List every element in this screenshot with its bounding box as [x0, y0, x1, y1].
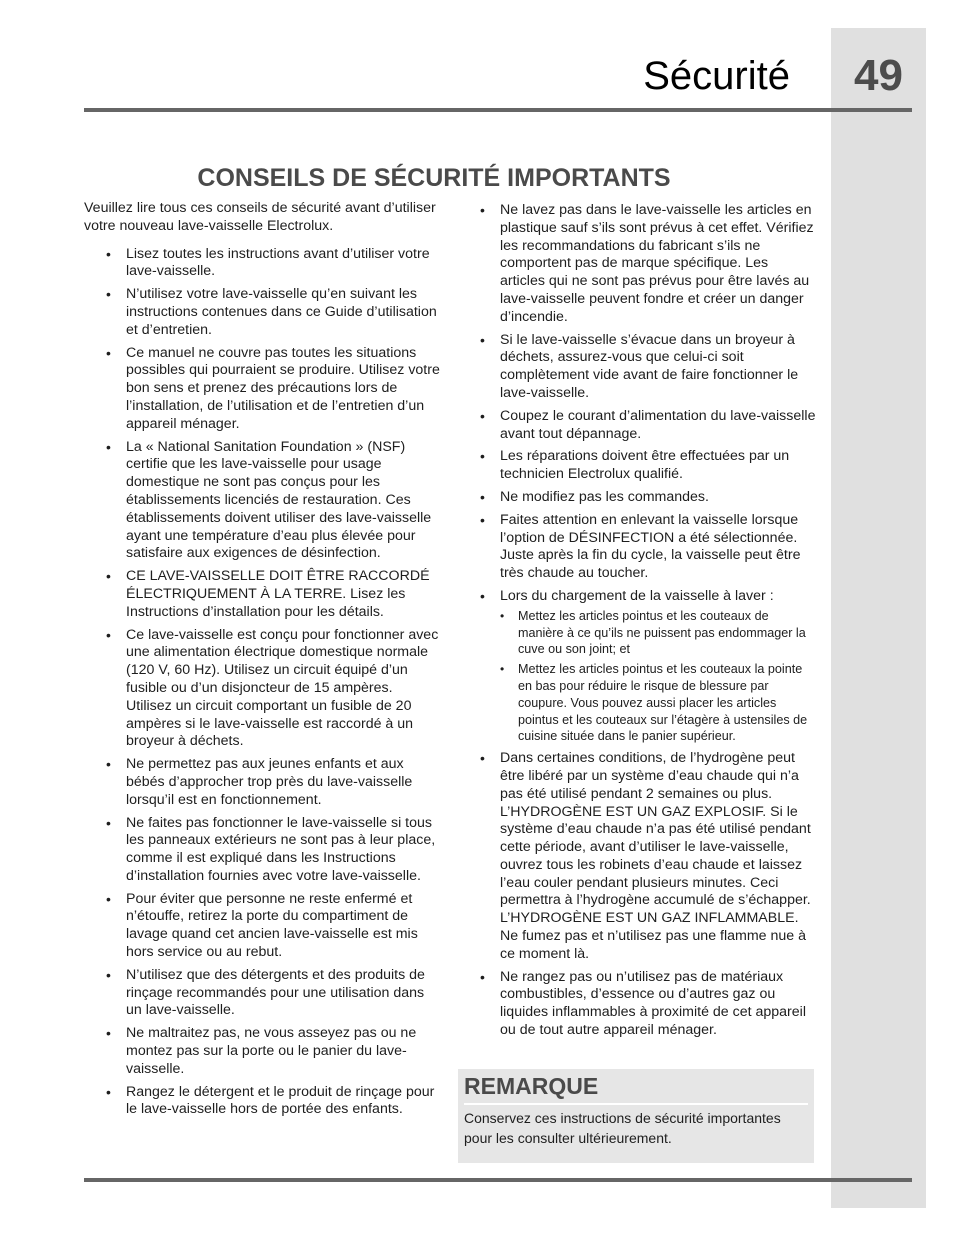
list-item: • N’utilisez que des détergents et des produits de rinçage recommandés pour une utilisation dans un lave-vaisselle.	[126, 967, 440, 1020]
section-title: CONSEILS DE SÉCURITÉ IMPORTANTS	[197, 164, 671, 192]
list-item: • Pour éviter que personne ne reste enfermé et n’étouffe, retirez la porte du compartiment de lavage quand cet ancien lave-vaisselle est mis hors service ou au rebut.	[126, 891, 440, 962]
right-column	[478, 202, 816, 1045]
list-item: • Lisez toutes les instructions avant d’utiliser votre lave-vaisselle.	[126, 246, 440, 282]
note-text: Conservez ces instructions de sécurité importantes pour les consulter ultérieurement.	[464, 1110, 781, 1146]
list-item: • Dans certaines conditions, de l’hydrogène peut être libéré par un système d’eau chaude qui n’a pas été utilisé pendant 2 semaines ou plus. L’HYDROGÈNE EST UN GAZ EXPLOSIF. Si le système d’eau chaude n’a pas été utilisé pendant cette période, avant d’utiliser le lave-vaisselle, ouvrez tous les robinets d’eau chaude et laissez l’eau couler pendant plusieurs minutes. Ceci permettra à l’hydrogène accumulé de s’échapper. L’HYDROGÈNE EST UN GAZ INFLAMMABLE. Ne fumez pas et n’utilisez pas une flamme nue à ce moment là.	[500, 750, 816, 964]
list-item: • Faites attention en enlevant la vaisselle lorsque l’option de DÉSINFECTION a été sélectionnée. Juste après la fin du cycle, la vaisselle peut être très chaude au toucher.	[500, 512, 816, 583]
list-item: • Ce manuel ne couvre pas toutes les situations possibles qui pourraient se produire. Utilisez votre bon sens et prenez des précautions lors de l’installation, de l’utilisation et de l’entretien d’un appareil ménager.	[126, 345, 440, 434]
note-box	[458, 1069, 814, 1163]
list-item: • Ne maltraitez pas, ne vous asseyez pas ou ne montez pas sur la porte ou le panier du lave-vaisselle.	[126, 1025, 440, 1078]
note-divider	[464, 1103, 808, 1105]
right-bullet-list	[478, 202, 816, 1040]
sub-list-item: • Mettez les articles pointus et les couteaux la pointe en bas pour réduire le risque de blessure par coupure. Vous pouvez aussi placer les articles pointus et les couteaux sur l’étagère à ustensiles de cuisine située dans le panier supérieur.	[518, 661, 816, 745]
page-title: Sécurité	[643, 54, 790, 98]
header-rule	[84, 108, 912, 112]
left-column	[84, 200, 440, 1124]
list-item: • N’utilisez votre lave-vaisselle qu’en suivant les instructions contenues dans ce Guide d’utilisation et d’entretien.	[126, 286, 440, 339]
list-item-loading	[500, 588, 816, 745]
list-item: • Les réparations doivent être effectuées par un technicien Electrolux qualifié.	[500, 448, 816, 484]
list-item: • Ce lave-vaisselle est conçu pour fonctionner avec une alimentation électrique domestique normale (120 V, 60 Hz). Utilisez un circuit équipé d’un fusible ou d’un disjoncteur de 15 ampères. Utilisez un circuit comportant un fusible de 20 ampères si le lave-vaisselle est raccordé à un broyeur à déchets.	[126, 627, 440, 752]
list-item: • Si le lave-vaisselle s’évacue dans un broyeur à déchets, assurez-vous que celui-ci soit complètement vide avant de faire fonctionner le lave-vaisselle.	[500, 332, 816, 403]
list-item: • CE LAVE-VAISSELLE DOIT ÊTRE RACCORDÉ ÉLECTRIQUEMENT À LA TERRE. Lisez les Instructions d’installation pour les détails.	[126, 568, 440, 621]
loading-sub-list	[500, 608, 816, 745]
note-title: REMARQUE	[464, 1073, 599, 1099]
list-item: • Ne lavez pas dans le lave-vaisselle les articles en plastique sauf s’ils sont prévus à cet effet. Vérifiez les recommandations du fabricant s’ils ne comportent pas de marque spécifique. Les articles qui ne sont pas prévus pour être lavés au lave-vaisselle peuvent fondre et créer un danger d’incendie.	[500, 202, 816, 327]
footer-rule	[84, 1178, 912, 1182]
list-item: • Ne rangez pas ou n’utilisez pas de matériaux combustibles, d’essence ou d’autres gaz ou liquides inflammables à proximité de cet appareil ou de tout autre appareil ménager.	[500, 969, 816, 1040]
left-bullet-list	[84, 246, 440, 1120]
page-number: 49	[854, 51, 903, 100]
list-item: • Rangez le détergent et le produit de rinçage pour le lave-vaisselle hors de portée des enfants.	[126, 1084, 440, 1120]
list-item: • Ne faites pas fonctionner le lave-vaisselle si tous les panneaux extérieurs ne sont pas à leur place, comme il est expliqué dans les Instructions d’installation fournies avec votre lave-vaisselle.	[126, 815, 440, 886]
list-item: • Ne permettez pas aux jeunes enfants et aux bébés d’approcher trop près du lave-vaisselle lorsqu’il est en fonctionnement.	[126, 756, 440, 809]
list-item: • Ne modifiez pas les commandes.	[500, 489, 816, 507]
list-item: • Coupez le courant d’alimentation du lave-vaisselle avant tout dépannage.	[500, 408, 816, 444]
side-tab	[831, 28, 926, 1208]
intro-paragraph: Veuillez lire tous ces conseils de sécurité avant d’utiliser votre nouveau lave-vaisselle Electrolux.	[84, 200, 436, 234]
loading-lead: Lors du chargement de la vaisselle à laver :	[500, 587, 774, 604]
sub-list-item: • Mettez les articles pointus et les couteaux de manière à ce qu’ils ne puissent pas endommager la cuve ou son joint; et	[518, 608, 816, 658]
list-item: • La « National Sanitation Foundation » (NSF) certifie que les lave-vaisselle pour usage domestique ne sont pas conçus pour les établissements licenciés de restauration. Ces établissements doivent utiliser des lave-vaisselle ayant une température d’eau plus élevée pour satisfaire aux exigences de désinfection.	[126, 439, 440, 564]
